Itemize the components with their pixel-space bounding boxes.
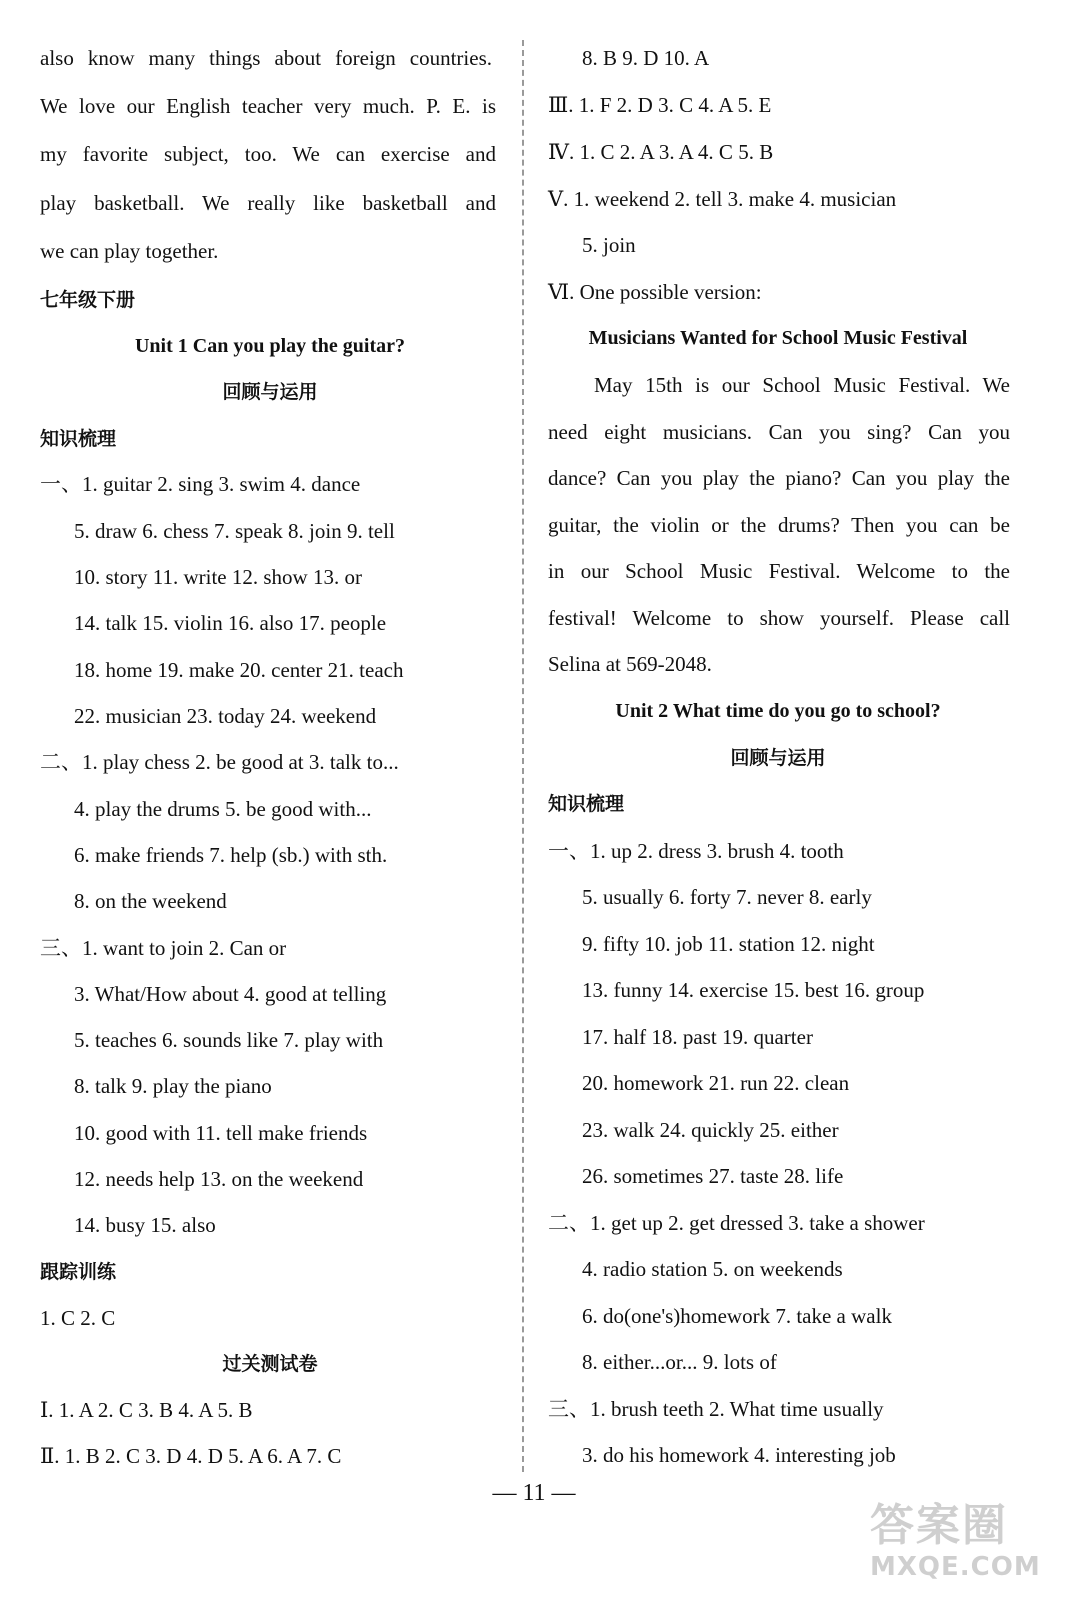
phrase-line: 二、1. get up 2. get dressed 3. take a shower [548, 1211, 925, 1235]
fill-line: 8. talk 9. play the piano [74, 1074, 272, 1098]
book-heading: 七年级下册 [40, 289, 136, 311]
intro-line: we can play together. [40, 239, 219, 263]
test-answers-1: Ⅰ. 1. A 2. C 3. B 4. A 5. B [40, 1398, 253, 1422]
vocab-line: 20. homework 21. run 22. clean [582, 1071, 850, 1095]
column-divider [522, 40, 524, 1472]
tracking-answers: 1. C 2. C [40, 1306, 116, 1330]
page-number: — 11 — [492, 1480, 576, 1506]
knowledge-heading: 知识梳理 [40, 428, 117, 450]
knowledge-heading: 知识梳理 [548, 793, 625, 815]
essay-line: festival! Welcome to show yourself. Please call [548, 606, 1010, 630]
vocab-line: 14. talk 15. violin 16. also 17. people [74, 611, 387, 635]
vocab-line: 18. home 19. make 20. center 21. teach [74, 658, 404, 682]
unit1-title: Unit 1 Can you play the guitar? [134, 335, 406, 357]
intro-line: my favorite subject, too. We can exercise and [40, 142, 496, 166]
unit2-title: Unit 2 What time do you go to school? [615, 700, 941, 722]
fill-line: 3. What/How about 4. good at telling [74, 982, 387, 1006]
phrase-line: 6. do(one's)homework 7. take a walk [582, 1304, 892, 1328]
intro-line: We love our English teacher very much. P. E. is [40, 94, 496, 118]
watermark-url: MXQE.COM [870, 1552, 1041, 1582]
test-answers-cont: 8. B 9. D 10. A [582, 46, 710, 70]
intro-line: also know many things about foreign countries. [40, 46, 492, 70]
vocab-line: 23. walk 24. quickly 25. either [582, 1118, 839, 1142]
review-heading: 回顾与运用 [730, 747, 826, 769]
tracking-heading: 跟踪训练 [40, 1261, 117, 1283]
test-answers-5: Ⅴ. 1. weekend 2. tell 3. make 4. musician [548, 187, 897, 211]
fill-line: 3. do his homework 4. interesting job [582, 1443, 896, 1467]
fill-line: 三、1. want to join 2. Can or [40, 936, 287, 960]
watermark-logo [870, 1500, 1060, 1592]
writing-label: Ⅵ. One possible version: [548, 280, 762, 304]
phrase-line: 4. play the drums 5. be good with... [74, 797, 372, 821]
vocab-line: 9. fifty 10. job 11. station 12. night [582, 932, 875, 956]
essay-line: need eight musicians. Can you sing? Can you [548, 420, 1010, 444]
fill-line: 12. needs help 13. on the weekend [74, 1167, 364, 1191]
test-answers-5-cont: 5. join [582, 233, 636, 257]
essay-line: Selina at 569-2048. [548, 652, 712, 676]
essay-line: dance? Can you play the piano? Can you play the [548, 466, 1010, 490]
vocab-line: 5. draw 6. chess 7. speak 8. join 9. tell [74, 519, 395, 543]
intro-line: play basketball. We really like basketball and [40, 191, 496, 215]
vocab-line: 一、1. guitar 2. sing 3. swim 4. dance [40, 472, 361, 496]
phrase-line: 8. on the weekend [74, 889, 227, 913]
watermark-text: 答案圈 [870, 1500, 1008, 1551]
fill-line: 14. busy 15. also [74, 1213, 216, 1237]
review-heading: 回顾与运用 [222, 381, 318, 403]
test-answers-2: Ⅱ. 1. B 2. C 3. D 4. D 5. A 6. A 7. C [40, 1444, 342, 1468]
test-answers-4: Ⅳ. 1. C 2. A 3. A 4. C 5. B [548, 140, 774, 164]
phrase-line: 8. either...or... 9. lots of [582, 1350, 777, 1374]
vocab-line: 10. story 11. write 12. show 13. or [74, 565, 362, 589]
phrase-line: 6. make friends 7. help (sb.) with sth. [74, 843, 388, 867]
test-answers-3: Ⅲ. 1. F 2. D 3. C 4. A 5. E [548, 93, 772, 117]
vocab-line: 13. funny 14. exercise 15. best 16. group [582, 978, 925, 1002]
phrase-line: 4. radio station 5. on weekends [582, 1257, 843, 1281]
vocab-line: 一、1. up 2. dress 3. brush 4. tooth [548, 839, 844, 863]
essay-line: May 15th is our School Music Festival. We [594, 373, 1010, 397]
vocab-line: 22. musician 23. today 24. weekend [74, 704, 377, 728]
essay-line: in our School Music Festival. Welcome to the [548, 559, 1010, 583]
essay-title: Musicians Wanted for School Music Festival [588, 327, 968, 349]
vocab-line: 5. usually 6. forty 7. never 8. early [582, 885, 872, 909]
fill-line: 10. good with 11. tell make friends [74, 1121, 368, 1145]
phrase-line: 二、1. play chess 2. be good at 3. talk to... [40, 750, 399, 774]
fill-line: 三、1. brush teeth 2. What time usually [548, 1397, 884, 1421]
test-heading: 过关测试卷 [222, 1353, 318, 1375]
vocab-line: 26. sometimes 27. taste 28. life [582, 1164, 844, 1188]
vocab-line: 17. half 18. past 19. quarter [582, 1025, 813, 1049]
essay-line: guitar, the violin or the drums? Then you can be [548, 513, 1010, 537]
fill-line: 5. teaches 6. sounds like 7. play with [74, 1028, 384, 1052]
